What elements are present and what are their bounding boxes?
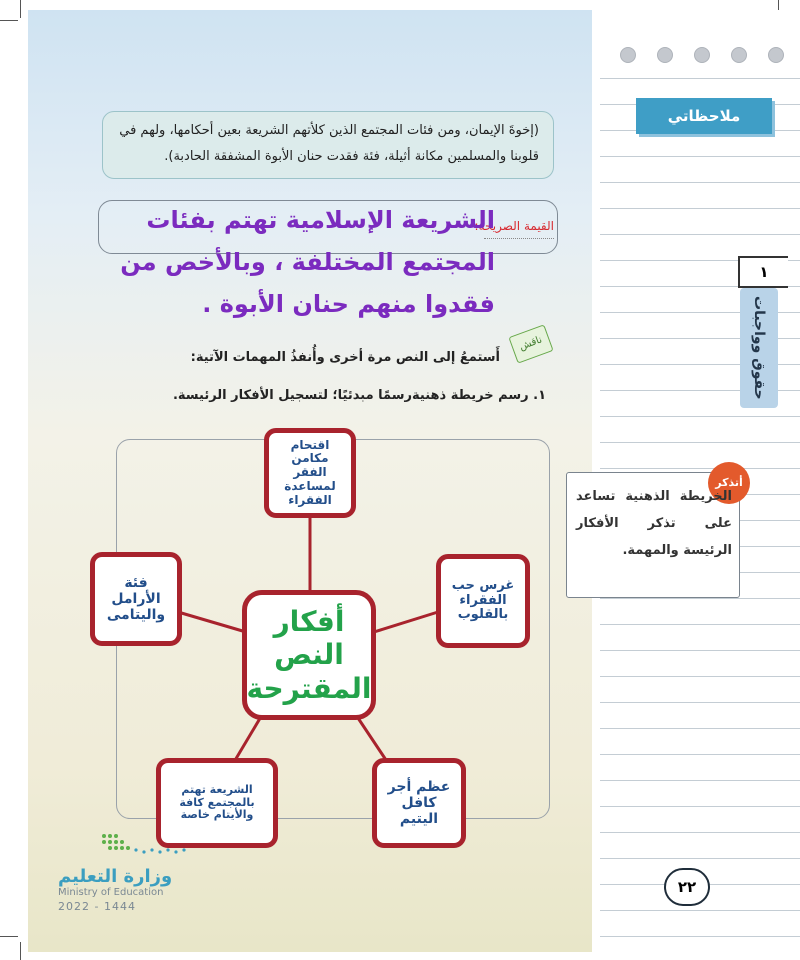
page-number: ٢٢ [664,868,710,906]
link-right [374,612,438,632]
node-left: فئة الأرامل واليتامى [90,552,182,646]
node-top: اقتحام مكامن الفقر لمساعدة الفقراء [264,428,356,518]
node-bottom-right: عظم أجر كافل اليتيم [372,758,466,848]
remember-text: الخريطة الذهنية تساعد على تذكر الأفكار الرئيسة والمهمة. [576,489,732,558]
ministry-name-english: Ministry of Education [58,887,164,898]
explicit-value-text: الشريعة الإسلامية تهتم بفئات المجتمع المختلفة ، وبالأخص من فقدوا منهم حنان الأبوة . [120,206,495,318]
link-bottom-left [234,715,262,762]
instruction-listen: أَستمعُ إلى النص مرة أخرى وأُنفذُ المهمات الآتية: [190,350,500,365]
ministry-logo-icon [100,832,190,858]
instruction-mindmap: ١. رسم خريطة ذهنيةرسمًا مبدئيًا؛ لتسجيل الأفكار الرئيسة. [172,388,546,403]
notes-tab: ملاحظاتي [636,98,772,134]
node-center: أفكار النص المقترحة [242,590,376,720]
unit-number: ١ [738,256,788,288]
remember-badge: أتذكر [708,462,750,504]
link-bottom-right [356,715,386,760]
node-right: غرس حب الفقراء بالقلوب [436,554,530,648]
edition-year: 2022 - 1444 [58,900,136,913]
quote-box: (إخوةَ الإيمان، ومن فئات المجتمع الذين كلأتهم الشريعة بعين أحكامها، ولهم في قلوبنا والمسلمين مكانة أثيلة، فئة فقدت حنان الأبوة المشفقة الحادبة). [102,111,554,179]
node-bottom-left: الشريعة تهتم بالمجتمع كافة والأيتام خاصة [156,758,278,848]
discuss-icon: ناقش [508,324,553,363]
link-left [178,612,246,632]
unit-title: حقوق وواجبات [740,288,778,408]
ministry-name-arabic: وزارة التعليم [58,866,173,887]
explicit-value-label: القيمة الصريحة: [474,219,554,233]
